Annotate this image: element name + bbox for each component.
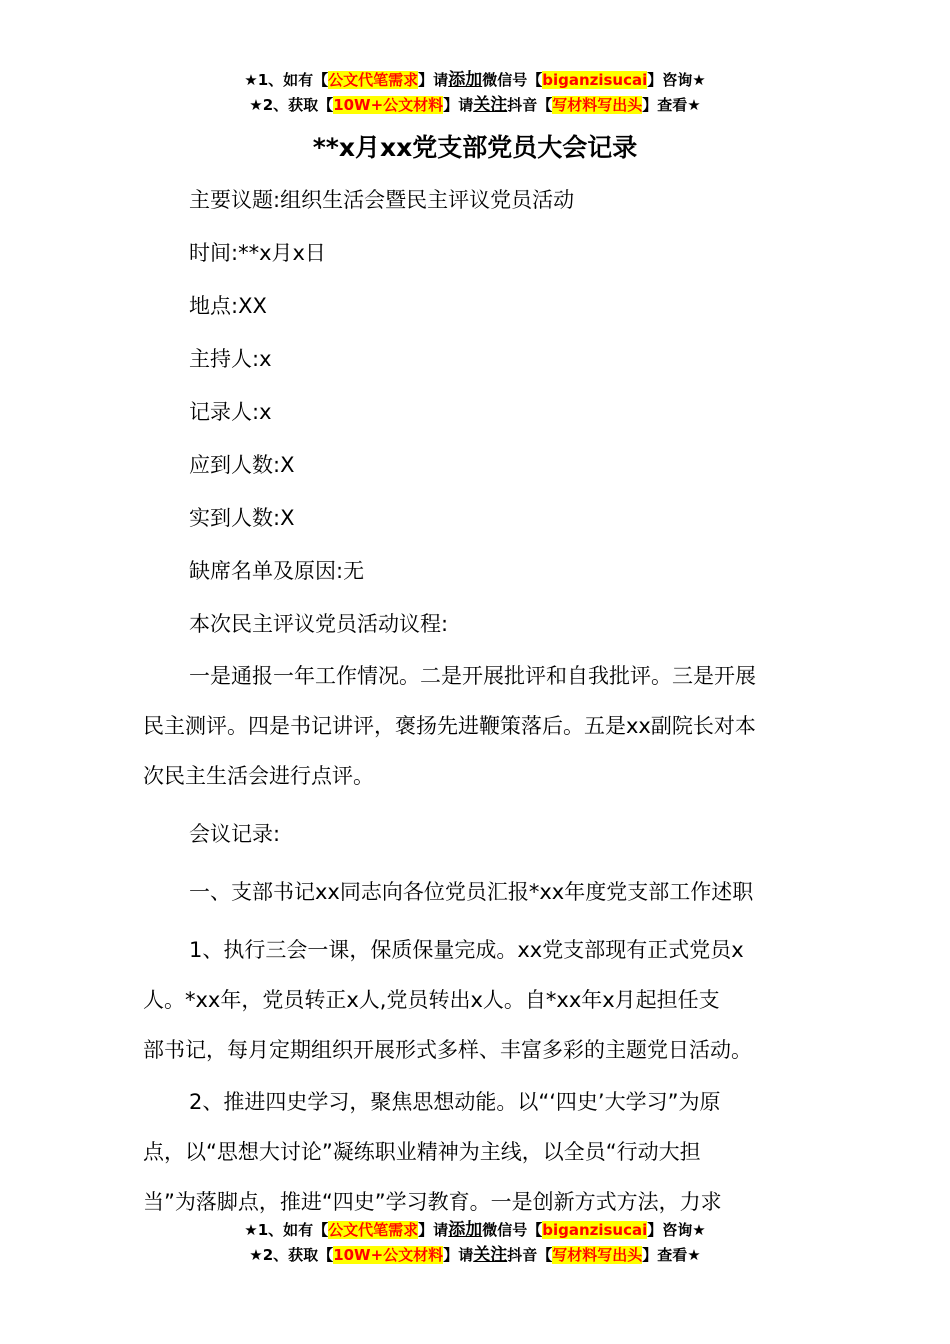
promo-highlight: 10W+公文材料 — [333, 96, 444, 114]
meta-actual-count: 实到人数:X — [189, 506, 295, 530]
paragraph-line: 点，以“思想大讨论”凝练职业精神为主线，以全员“行动大担 — [143, 1140, 701, 1164]
promo-text: 微信号【 — [482, 1221, 543, 1239]
document-title: **x月xx党支部党员大会记录 — [312, 133, 638, 162]
promo-emphasis: 添加 — [448, 70, 483, 90]
paragraph-line: 一是通报一年工作情况。二是开展批评和自我批评。三是开展 — [189, 664, 756, 688]
meta-location: 地点:XX — [189, 294, 267, 318]
item-1-paragraph — [143, 925, 809, 1075]
promo-highlight: 写材料写出头 — [552, 1246, 643, 1264]
promo-text: 】请 — [418, 1221, 449, 1239]
agenda-paragraph — [143, 651, 809, 801]
promo-text: 】查看★ — [642, 1246, 701, 1264]
paragraph-line: 当”为落脚点，推进“四史”学习教育。一是创新方式方法，力求 — [143, 1190, 722, 1214]
promo-text: 微信号【 — [482, 71, 543, 89]
promo-highlight: 公文代笔需求 — [328, 1221, 419, 1239]
meta-expected-count: 应到人数:X — [189, 453, 295, 477]
meta-host: 主持人:x — [189, 347, 272, 371]
promo-text: 】请 — [443, 1246, 474, 1264]
promo-highlight: 10W+公文材料 — [333, 1246, 444, 1264]
paragraph-line: 1、执行三会一课，保质保量完成。xx党支部现有正式党员x — [189, 938, 744, 962]
paragraph-line: 部书记，每月定期组织开展形式多样、丰富多彩的主题党日活动。 — [143, 1038, 752, 1062]
promo-text: 】查看★ — [642, 96, 701, 114]
promo-text: 】咨询★ — [647, 1221, 706, 1239]
promo-emphasis: 添加 — [448, 1220, 483, 1240]
promo-text: 抖音【 — [507, 1246, 553, 1264]
promo-banner-bottom — [0, 1218, 950, 1268]
promo-line-1 — [0, 1218, 950, 1243]
meta-recorder: 记录人:x — [189, 400, 272, 424]
paragraph-line: 人。*xx年，党员转正x人,党员转出x人。自*xx年x月起担任支 — [143, 988, 720, 1012]
promo-text: 】请 — [443, 96, 474, 114]
paragraph-line: 民主测评。四是书记讲评，褒扬先进鞭策落后。五是xx副院长对本 — [143, 714, 756, 738]
paragraph-line: 2、推进四史学习，聚焦思想动能。以“‘四史’大学习”为原 — [189, 1090, 721, 1114]
meta-topic: 主要议题:组织生活会暨民主评议党员活动 — [189, 188, 575, 212]
promo-highlight: biganzisucai — [542, 1221, 648, 1239]
promo-line-1 — [0, 68, 950, 93]
promo-text: ★1、如有【 — [244, 1221, 329, 1239]
promo-text: ★2、获取【 — [249, 96, 334, 114]
document-body — [143, 180, 809, 1227]
meta-absentees: 缺席名单及原因:无 — [189, 559, 365, 583]
section-heading: 一、支部书记xx同志向各位党员汇报*xx年度党支部工作述职 — [189, 880, 754, 904]
item-2-paragraph — [143, 1077, 809, 1227]
promo-text: ★2、获取【 — [249, 1246, 334, 1264]
promo-highlight: 写材料写出头 — [552, 96, 643, 114]
promo-line-2 — [0, 1243, 950, 1268]
agenda-heading: 本次民主评议党员活动议程: — [189, 612, 449, 636]
promo-text: 抖音【 — [507, 96, 553, 114]
promo-highlight: biganzisucai — [542, 71, 648, 89]
record-heading: 会议记录: — [189, 822, 281, 846]
promo-text: 】请 — [418, 71, 449, 89]
meta-time: 时间:**x月x日 — [189, 241, 326, 265]
promo-banner-top — [0, 68, 950, 118]
paragraph-line: 次民主生活会进行点评。 — [143, 764, 374, 788]
promo-text: 】咨询★ — [647, 71, 706, 89]
promo-highlight: 公文代笔需求 — [328, 71, 419, 89]
promo-emphasis: 关注 — [473, 95, 508, 115]
promo-line-2 — [0, 93, 950, 118]
promo-emphasis: 关注 — [473, 1245, 508, 1265]
promo-text: ★1、如有【 — [244, 71, 329, 89]
